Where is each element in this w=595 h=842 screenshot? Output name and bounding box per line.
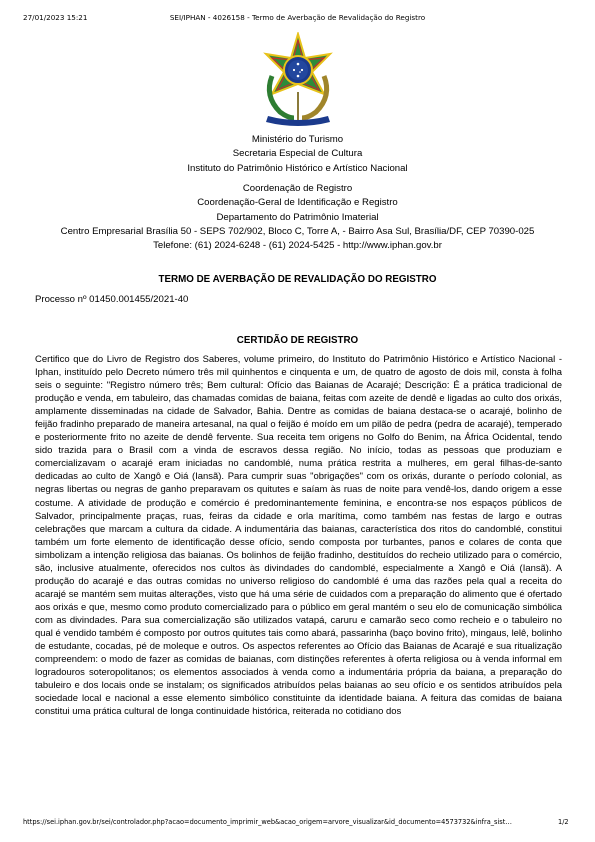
header-contact: Telefone: (61) 2024-6248 - (61) 2024-5425 - http://www.iphan.gov.br — [153, 240, 442, 252]
certificate-title: CERTIDÃO DE REGISTRO — [236, 335, 359, 346]
header-coordination: Coordenação de Registro — [242, 183, 353, 194]
header-secretariat: Secretaria Especial de Cultura — [232, 148, 363, 160]
header-block-institution — [30, 133, 565, 176]
header-block-department — [30, 182, 565, 253]
footer-page-number: 1/2 — [558, 818, 569, 826]
certificate-body-paragraph: Certifico que do Livro de Registro dos Saberes, volume primeiro, do Instituto do Patrimônio Histórico e Artístico Nacional - Iphan, instituído pelo Decreto número três mil quinhentos e cinquenta e um, de quatro de agosto de dois mil, consta à folha seis o seguinte: "Registro número três; Bem cultural: Ofício das Baianas de Acarajé; Descrição: É a prática tradicional de produção e venda, em tabuleiro, das chamadas comidas de baiana, feitas com azeite de dendê e ligadas ao culto dos orixás, amplamente disseminadas na cidade de Salvador, Bahia. Dentre as comidas de baiana destaca-se o acarajé, bolinho de feijão fradinho preparado de maneira artesanal, na qual o feijão é moído em um pilão de pedra (pedra de acarajé), temperado e posteriormente frito no azeite de dendê fervente. Sua receita tem origens no Golfo do Benim, na África Ocidental, tendo sido trazida para o Brasil com a vinda de escravos dessa região. No início, todas as pessoas que produziam e comercializavam o acarajé eram iniciadas no candomblé, numa prática restrita a mulheres, em geral filhas-de-santo dedicadas ao culto de Xangô e Oiá (Iansã). Para cumprir suas "obrigações" com os orixás, durante o período colonial, as negras libertas ou negras de ganho preparavam os quitutes e saíam às ruas de noite para vendê-los, dando origem a esse costume. A atividade de produção e comércio é predominantemente feminina, e encontra-se nos espaços públicos de Salvador, principalmente praças, ruas, feiras da cidade e orla marítima, como também nas festas de largo e outras celebrações que marcam a cultura da cidade. A indumentária das baianas, característica dos ritos do candomblé, constitui também um forte elemento de identificação desse ofício, sendo composta por turbantes, panos e colares de conta que simbolizam a intenção religiosa das baianas. Os bolinhos de feijão fradinho, destituídos do recheio utilizado para o comércio, são, inclusive atualmente, oferecidos nos cultos às divindades do candomblé, especialmente a Xangô e Oiá (Iansã). A produção do acarajé e das outras comidas no universo religioso do candomblé é uma das razões pela qual a receita do acarajé se mantém sem muitas alterações, visto que há uma série de cuidados com a preparação do alimento que é ofertado aos orixás e que, mesmo como produto comercializado para o público em geral mantém o seu elo de comunicação simbólica com as divindades. Para sua comercialização são utilizados vatapá, caruru e camarão seco como recheio e o tabuleiro no qual é vendido também é composto por outros quitutes tais como abará, passarinha (baço bovino frito), mingaus, lelê, bolinho de estudante, cocadas, pé de moleque e outros. Os aspectos referentes ao Ofício das Baianas de Acarajé e sua ritualização compreendem: o modo de fazer as comidas de baianas, com distinções referentes à oferta religiosa ou à venda informal em logradouros soteropolitanos; os elementos associados à venda como a indumentária própria da baiana, a preparação do tabuleiro e dos locais onde se instalam; os significados atribuídos pelas baianas ao seu ofício e os sentidos atribuídos pela sociedade local e nacional a esse elemento simbólico constituinte da identidade baiana. A feitura das comidas de baiana constitui uma prática cultural de longa continuidade histórica, reiterada no cotidiano dos — [35, 354, 562, 718]
header-department: Departamento do Patrimônio Imaterial — [216, 211, 379, 223]
header-general-coordination: Coordenação-Geral de Identificação e Registro — [197, 197, 398, 209]
header-institute: Instituto do Patrimônio Histórico e Artístico Nacional — [187, 162, 408, 174]
header-ministry: Ministério do Turismo — [251, 134, 344, 145]
footer-url-link[interactable]: https://sei.iphan.gov.br/sei/controlador.php?acao=documento_imprimir_web&acao_origem=arvore_visualizar&id_documento=4573732&infra_sist… — [23, 818, 512, 826]
print-timestamp: 27/01/2023 15:21 — [23, 13, 88, 22]
document-title: TERMO DE AVERBAÇÃO DE REVALIDAÇÃO DO REGISTRO — [158, 274, 437, 285]
brazil-coat-of-arms-icon — [258, 32, 338, 130]
process-number: Processo nº 01450.001455/2021-40 — [35, 294, 189, 305]
print-header — [0, 13, 595, 25]
header-address: Centro Empresarial Brasília 50 - SEPS 702/902, Bloco C, Torre A, - Bairro Asa Sul, Brasília/DF, CEP 70390-025 — [60, 225, 535, 237]
print-page-title: SEI/IPHAN - 4026158 - Termo de Averbação de Revalidação do Registro — [169, 13, 426, 22]
